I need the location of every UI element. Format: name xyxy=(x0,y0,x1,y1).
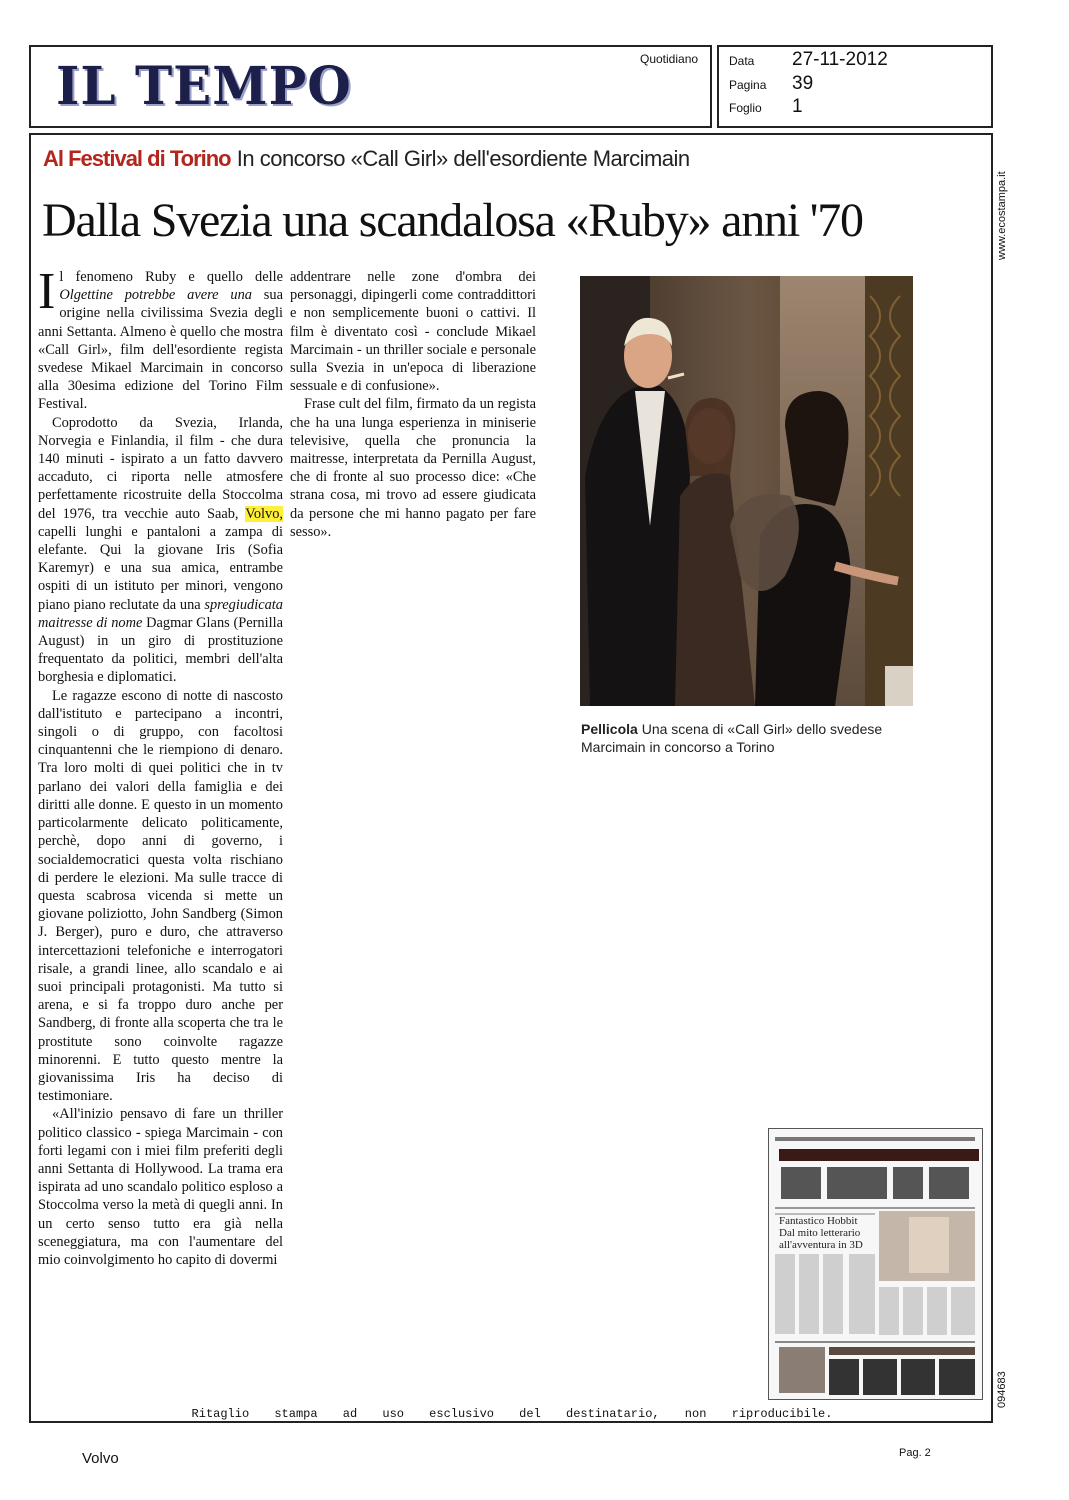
page-thumbnail xyxy=(768,1128,983,1400)
page-number: Pag. 2 xyxy=(899,1447,931,1459)
clipping-code: 094683 xyxy=(996,1371,1008,1408)
page-value: 39 xyxy=(792,73,814,94)
publication-type: Quotidiano xyxy=(640,52,699,66)
film-scene-photo xyxy=(580,276,913,706)
thumbnail-illustration xyxy=(769,1129,982,1399)
sheet-label: Foglio xyxy=(729,101,762,115)
paragraph-4: «All'inizio pensavo di fare un thriller politico classico - spiega Marcimain - con forti legami con i miei film preferiti degli anni Settanta di Hollywood. La trama era ispirata ad uno scandalo politico esploso a Stoccolma verso la metà di quegli anni. In un certo senso tutto era già nella sceneggiatura, ma con l'aumentare del mio coinvolgimento ho capito di dovermi xyxy=(38,1106,283,1268)
drop-cap: I xyxy=(38,263,56,320)
highlighted-keyword: Volvo, xyxy=(245,505,283,522)
article-column-1 xyxy=(38,263,283,1269)
paragraph-1: Il fenomeno Ruby e quello delle Olgettine potrebbe avere una sua origine nella civilissima Svezia degli anni Settanta. Almeno è quello che mostra «Call Girl», film dell'esordiente regista svedese Mikael Marcimain in concorso alla 30esima edizione del Torino Film Festival. xyxy=(38,263,283,413)
kicker-subtitle: In concorso «Call Girl» dell'esordiente Marcimain xyxy=(236,146,690,171)
paragraph-5: addentrare nelle zone d'ombra dei personaggi, dipingerli come contraddittori e non semplicemente buoni o cattivi. Il film è diventato così - conclude Mikael Marcimain - un thriller sociale e personale sulla Svezia in un'epoca di liberazione sessuale e di confusione». xyxy=(290,269,536,395)
clipping-notice: Ritaglio stampa ad uso esclusivo del destinatario, non riproducibile. xyxy=(191,1407,833,1421)
page-label: Pagina xyxy=(729,78,767,92)
website-vertical-text: www.ecostampa.it xyxy=(996,171,1008,260)
date-value: 27-11-2012 xyxy=(792,49,888,70)
date-label: Data xyxy=(729,54,755,68)
paragraph-2: Coprodotto da Svezia, Irlanda, Norvegia e Finlandia, il film - che dura 140 minuti - ispirato a un fatto davvero accaduto, ci riporta nelle atmosfere perfettamente ricostruite della Stoccolma del 1976, tra vecchie auto Saab, Volvo, capelli lunghi e pantaloni a zampa di elefante. Qui la giovane Iris (Sofia Karemyr) e una sua amica, entrambe ospiti di un istituto per minori, vengono piano piano reclutate da una spregiudicata maitresse di nome Dagmar Glans (Pernilla August) in un giro di prostituzione frequentato da politici, membri dell'alta borghesia e diplomatici. xyxy=(38,414,283,686)
newspaper-logo: IL TEMPO xyxy=(56,54,352,117)
photo-caption: Pellicola Una scena di «Call Girl» dello svedese Marcimain in concorso a Torino xyxy=(581,721,883,755)
keyword-label: Volvo xyxy=(82,1450,119,1467)
paragraph-6: Frase cult del film, firmato da un regista che ha una lunga esperienza in miniserie televisive, quella che pronuncia la maitresse, interpretata da Pernilla August, che di fronte al suo processo dice: «Che strana cosa, mi trovo ad essere giudicata da persone che mi hanno pagato per fare sesso». xyxy=(290,396,536,540)
article-headline: Dalla Svezia una scandalosa «Ruby» anni '70 xyxy=(42,194,863,247)
photo-illustration xyxy=(580,276,913,706)
article-column-2 xyxy=(290,268,536,541)
sheet-value: 1 xyxy=(792,96,803,117)
thumbnail-title: Fantastico Hobbit Dal mito letterario all'avventura in 3D xyxy=(779,1215,863,1251)
kicker-section: Al Festival di Torino xyxy=(43,146,231,171)
paragraph-3: Le ragazze escono di notte di nascosto dall'istituto e partecipano a incontri, singoli o di gruppo, con facoltosi cinquantenni che le riempiono di denaro. Tra loro molti di quei politici che in tv parlano dei valori della famiglia e dei diritti alle donne. E questo in un momento particolarmente delicato politicamente, perchè, dopo anni di governo, i socialdemocratici questa volta rischiano di perdere le elezioni. Ma sulle tracce di questa scabrosa vicenda si mette un giovane poliziotto, John Sandberg (Simon J. Berger), puro e duro, che attraverso intercettazioni telefoniche e interrogatori risale, a grandi linee, allo scandalo e ai suoi principali protagonisti. Ma tutto si arena, e si fa troppo duro anche per Sandberg, di fronte alla scoperta che tra le prostitute sono coinvolte ragazze minorenni. E tutto questo mentre la giovanissima Iris ha deciso di testimoniare. xyxy=(38,687,283,1105)
article-kicker xyxy=(43,146,690,172)
